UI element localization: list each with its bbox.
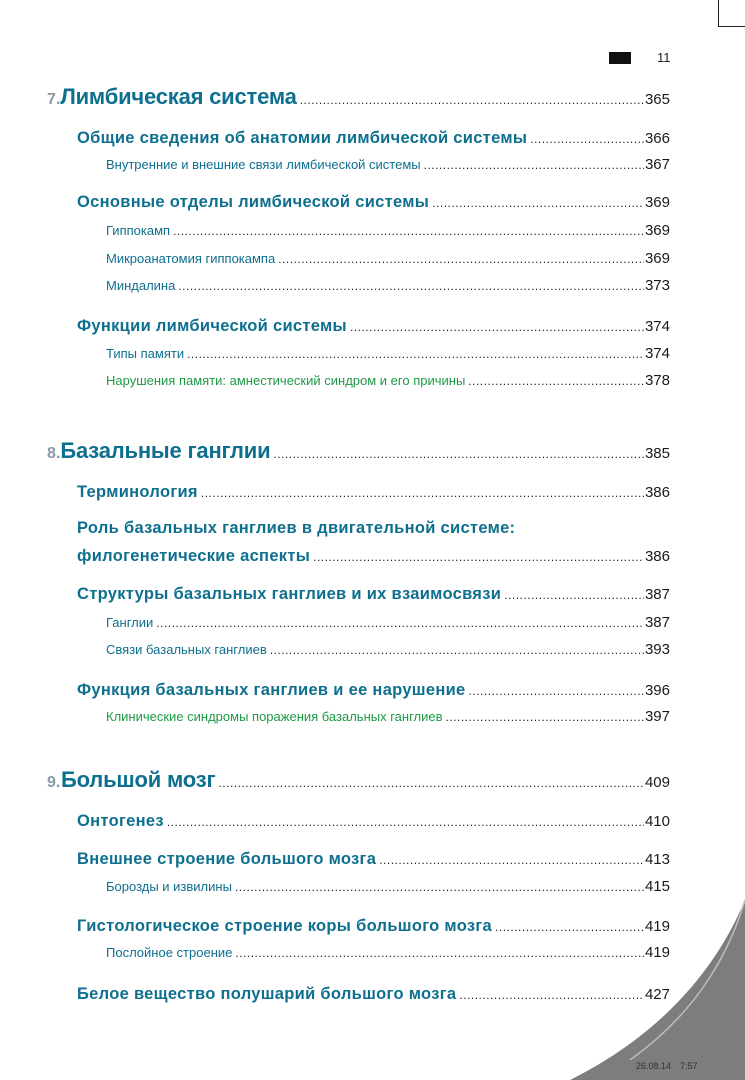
page-ref: 386 xyxy=(644,484,670,501)
toc-subsection[interactable] xyxy=(106,614,670,632)
leader-dots xyxy=(235,878,644,896)
footer-date: 26.08.14 xyxy=(636,1061,672,1071)
chapter-number: 8. xyxy=(47,445,61,462)
leader-dots xyxy=(218,770,644,796)
subsection-title: Миндалина xyxy=(106,278,176,293)
section-title: Внешнее строение большого мозга xyxy=(77,850,377,868)
toc-subsection-clinical[interactable] xyxy=(106,708,670,726)
toc-subsection[interactable] xyxy=(106,878,670,896)
section-title: Общие сведения об анатомии лимбической системы xyxy=(77,129,528,147)
section-title: Онтогенез xyxy=(77,812,164,830)
page-ref: 427 xyxy=(644,986,670,1003)
toc-section[interactable] xyxy=(77,679,670,702)
leader-dots xyxy=(300,87,644,113)
subsection-title: Связи базальных ганглиев xyxy=(106,642,267,657)
page-ref: 374 xyxy=(644,345,670,362)
leader-dots xyxy=(468,372,644,390)
section-title: Функция базальных ганглиев и ее нарушение xyxy=(77,681,466,699)
leader-dots xyxy=(187,345,644,363)
print-footer xyxy=(636,1061,698,1071)
page-ref: 419 xyxy=(644,918,670,935)
toc-section[interactable] xyxy=(77,315,670,338)
subsection-title: Клинические синдромы поражения базальных ганглиев xyxy=(106,709,443,724)
leader-dots xyxy=(432,192,644,214)
page-ref: 369 xyxy=(644,250,670,267)
leader-dots xyxy=(424,156,644,174)
page-ref: 369 xyxy=(644,222,670,239)
page-ref: 409 xyxy=(644,774,670,791)
leader-dots xyxy=(313,546,644,568)
toc-subsection[interactable] xyxy=(106,222,670,240)
chapter-title: Базальные ганглии xyxy=(60,438,271,463)
toc-section[interactable] xyxy=(77,583,670,606)
subsection-title: Внутренние и внешние связи лимбической системы xyxy=(106,157,421,172)
page-ref: 397 xyxy=(644,708,670,725)
section-title: Функции лимбической системы xyxy=(77,317,347,335)
page-ref: 385 xyxy=(644,445,670,462)
page-number: 11 xyxy=(657,50,671,65)
leader-dots xyxy=(201,482,644,504)
subsection-title: Микроанатомия гиппокампа xyxy=(106,251,276,266)
leader-dots xyxy=(156,614,644,632)
leader-dots xyxy=(469,680,644,702)
toc-section[interactable] xyxy=(77,810,670,833)
section-title: Гистологическое строение коры большого мозга xyxy=(77,917,493,935)
subsection-title: Ганглии xyxy=(106,615,154,630)
subsection-title: Гиппокамп xyxy=(106,223,171,238)
leader-dots xyxy=(446,708,644,726)
page-ref: 365 xyxy=(644,91,670,108)
leader-dots xyxy=(504,584,644,606)
leader-dots xyxy=(273,441,644,467)
leader-dots xyxy=(173,222,644,240)
chapter-number: 7. xyxy=(47,91,61,108)
leader-dots xyxy=(379,849,644,871)
toc-subsection[interactable] xyxy=(106,250,670,268)
leader-dots xyxy=(178,277,644,295)
subsection-title: Послойное строение xyxy=(106,945,233,960)
section-title: Терминология xyxy=(77,483,198,501)
subsection-title: Нарушения памяти: амнестический синдром и его причины xyxy=(106,373,466,388)
page-ref: 367 xyxy=(644,156,670,173)
leader-dots xyxy=(278,250,644,268)
chapter-number: 9. xyxy=(47,774,61,791)
page-ref: 374 xyxy=(644,318,670,335)
leader-dots xyxy=(167,811,644,833)
toc-chapter-8[interactable] xyxy=(47,438,670,467)
toc-subsection[interactable] xyxy=(106,156,670,174)
subsection-title: Борозды и извилины xyxy=(106,879,232,894)
page-ref: 410 xyxy=(644,813,670,830)
toc-section[interactable] xyxy=(77,191,670,214)
toc-chapter-9[interactable] xyxy=(47,767,670,796)
section-title-line1[interactable]: Роль базальных ганглиев в двигательной системе: xyxy=(77,519,516,537)
section-title: Белое вещество полушарий большого мозга xyxy=(77,985,457,1003)
footer-time: 7:57 xyxy=(680,1061,698,1071)
toc-subsection[interactable] xyxy=(106,641,670,659)
page-ref: 413 xyxy=(644,851,670,868)
toc-subsection[interactable] xyxy=(106,345,670,363)
section-title: филогенетические аспекты xyxy=(77,547,311,565)
page-ref: 415 xyxy=(644,878,670,895)
subsection-title: Типы памяти xyxy=(106,346,185,361)
page-curl-decoration xyxy=(570,900,745,1080)
toc-section[interactable] xyxy=(77,127,670,150)
toc-section[interactable] xyxy=(77,545,670,568)
section-title: Основные отделы лимбической системы xyxy=(77,193,430,211)
toc-section[interactable] xyxy=(77,848,670,871)
page-ref: 387 xyxy=(644,614,670,631)
page-ref: 396 xyxy=(644,682,670,699)
leader-dots xyxy=(270,641,644,659)
leader-dots xyxy=(530,128,644,150)
leader-dots xyxy=(350,316,644,338)
page-ref: 387 xyxy=(644,586,670,603)
chapter-title: Большой мозг xyxy=(60,767,216,792)
page-ref: 369 xyxy=(644,194,670,211)
toc-subsection[interactable] xyxy=(106,277,670,295)
page-ref: 386 xyxy=(644,548,670,565)
page-ref: 373 xyxy=(644,277,670,294)
page-ref: 366 xyxy=(644,130,670,147)
page-ref: 393 xyxy=(644,641,670,658)
section-title: Структуры базальных ганглиев и их взаимосвязи xyxy=(77,585,502,603)
page-ref: 378 xyxy=(644,372,670,389)
page-ref: 419 xyxy=(644,944,670,961)
chapter-title: Лимбическая система xyxy=(60,84,297,109)
toc-section[interactable] xyxy=(77,481,670,504)
toc-subsection-clinical[interactable] xyxy=(106,372,670,390)
toc-chapter-7[interactable] xyxy=(47,84,670,113)
